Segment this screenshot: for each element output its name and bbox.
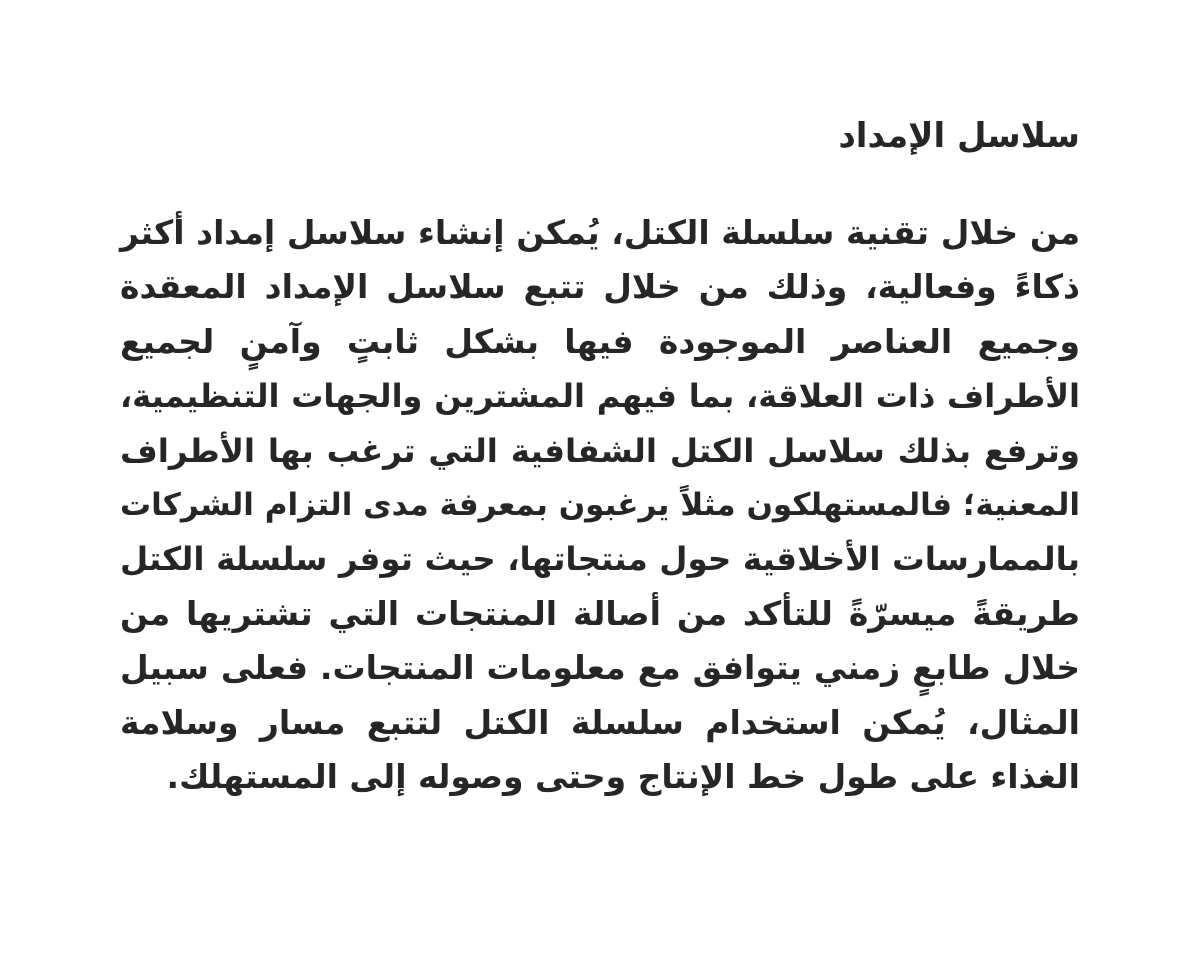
body-line-8: طريقةً ميسرّةً للتأكد من أصالة المنتجات التي تشتريها من — [120, 593, 1080, 633]
body-line-9: خلال طابعٍ زمني يتوافق مع معلومات المنتجات. فعلى سبيل — [120, 648, 1080, 688]
body-line-6: المعنية؛ فالمستهلكون مثلاً يرغبون بمعرفة مدى التزام الشركات — [120, 486, 1080, 523]
page-title: سلاسل الإمداد — [838, 116, 1080, 156]
body-line-11: الغذاء على طول خط الإنتاج وحتى وصوله إلى المستهلك. — [166, 756, 1080, 796]
body-line-7: بالممارسات الأخلاقية حول منتجاتها، حيث توفر سلسلة الكتل — [120, 540, 1080, 579]
body-line-4: الأطراف ذات العلاقة، بما فيهم المشترين والجهات التنظيمية، — [120, 377, 1080, 416]
body-paragraph — [120, 206, 1080, 804]
body-line-2: ذكاءً وفعالية، وذلك من خلال تتبع سلاسل الإمداد المعقدة — [120, 267, 1080, 307]
body-line-10: المثال، يُمكن استخدام سلسلة الكتل لتتبع مسار وسلامة — [120, 702, 1080, 742]
body-line-3: وجميع العناصر الموجودة فيها بشكل ثابتٍ وآمنٍ لجميع — [120, 321, 1080, 361]
body-line-5: وترفع بذلك سلاسل الكتل الشفافية التي ترغب بها الأطراف — [120, 431, 1080, 470]
body-line-1: من خلال تقنية سلسلة الكتل، يُمكن إنشاء سلاسل إمداد أكثر — [120, 213, 1080, 252]
